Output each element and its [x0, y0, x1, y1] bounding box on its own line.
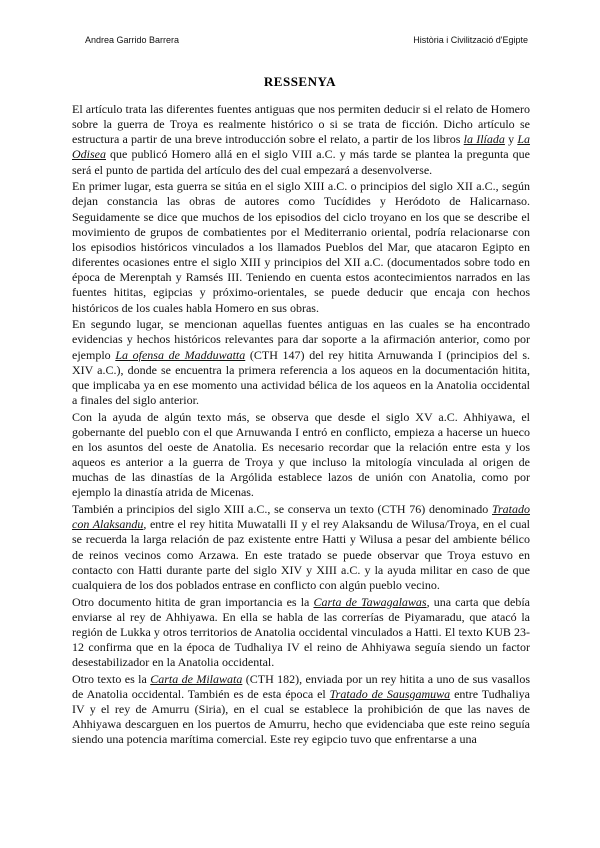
header-course: Història i Civilització d'Egipte [413, 35, 528, 45]
text-title-alaksandu: Tratado con Alaksandu [72, 502, 530, 532]
text-title-madduwatta: La ofensa de Madduwatta [115, 347, 246, 362]
paragraph-1: El artículo trata las diferentes fuentes antiguas que nos permiten deducir si el relato de Homero sobre la guerra de Troya es realmente histórico o si se trata de ficción. Dicho artículo se estructura a partir de una breve introducción sobre el relato, a partir de los libros la Ilíada y La Odisea que publicó Homero allá en el siglo VIII a.C. y más tarde se plantea la pregunta que será el punto de partida del artículo des del cual empezará a desenvolverse. [72, 102, 530, 177]
text-title-tawagalawas: Carta de Tawagalawas [313, 594, 427, 609]
paragraph-4: Con la ayuda de algún texto más, se observa que desde el siglo XV a.C. Ahhiyawa, el gobernante del pueblo con el que Arnuwanda I entró en conflicto, empieza a hacerse un hueco en los asuntos del oeste de Anatolia. Es necesario recordar que la relación entre esta y los aqueos es anterior a la guerra de Troya y que incluso la mitología vinculada al origen de muchas de las dinastías de la Argólida establece lazos de unión con Anatolia, como por ejemplo la dinastía atrida de Micenas. [72, 409, 530, 500]
paragraph-3: En segundo lugar, se mencionan aquellas fuentes antiguas en las cuales se ha encontrado evidencias y hechos históricos relevantes para dar soporte a la afirmación anterior, como por ejemplo La ofensa de Madduwatta (CTH 147) del rey hitita Arnuwanda I (principios del s. XIV a.C.), donde se encuentra la primera referencia a los aqueos en la documentación hitita, que implicaba ya en ese momento una actividad bélica de los aqueos en la Anatolia occidental a finales del siglo anterior. [72, 317, 531, 407]
page-header [85, 35, 528, 49]
book-title-iliada: la Ilíada [463, 132, 505, 147]
paragraph-2: En primer lugar, esta guerra se sitúa en el siglo XIII a.C. o principios del siglo XII a.C., según dejan constancia las obras de autores como Tucídides y Heródoto de Halicarnaso. Seguidamente se dice que muchos de los episodios del ciclo troyano en los que se describe el movimiento de grupos de combatientes por el Mediterranio oriental, podría relacionarse con los episodios históricos vinculados a los llamados Pueblos del Mar, que atacaron Egipto en diferentes ocasiones entre el siglo XIII y principios del XII a.C. (documentados sobre todo en época de Merenptah y Ramsés III. Teniendo en cuenta estos acontecimientos narrados en las fuentes hititas, egipcias y próximo-orientales, se puede deducir que encaja con hechos históricos de los cuales habla Homero en sus obras. [72, 179, 530, 315]
text-title-sausgamuwa: Tratado de Sausgamuwa [329, 686, 451, 701]
paragraph-6: Otro documento hitita de gran importancia es la Carta de Tawagalawas, una carta que debía enviarse al rey de Ahhiyawa. En ella se habla de las correrías de Piyamaradu, que atacó la región de Lukka y otros territorios de Anatolia occidental vinculados a Hatti. El texto KUB 23-12 confirma que en la época de Tudhaliya IV el reino de Ahhiyawa seguía siendo un factor desestabilizador en la Anatolia occidental. [72, 594, 530, 670]
page-title: RESSENYA [263, 74, 337, 89]
document-body [72, 102, 530, 748]
text-title-milawata: Carta de Milawata [150, 671, 243, 686]
paragraph-7: Otro texto es la Carta de Milawata (CTH 182), enviada por un rey hitita a uno de sus vasallos de Anatolia occidental. También es de esta época el Tratado de Sausgamuwa entre Tudhaliya IV y el rey de Amurru (Siria), en el cual se establece la prohibición de que las naves de Ahhiyawa descarguen en los puertos de Amurru, hecho que evidenciaba que este reino seguía siendo una potencia marítima comercial. Este rey egipcio tuvo que enfrentarse a una [72, 671, 530, 747]
header-author: Andrea Garrido Barrera [85, 35, 180, 45]
book-title-odisea: La Odisea [72, 132, 530, 162]
paragraph-5: También a principios del siglo XIII a.C., se conserva un texto (CTH 76) denominado Tratado con Alaksandu, entre el rey hitita Muwatalli II y el rey Alaksandu de Wilusa/Troya, en el cual se recuerda la larga relación de paz existente entre Hatti y Wilusa a pesar del ambiente bélico de reinos vecinos como Arzawa. En este tratado se puede observar que Troya estuvo en contacto con Hatti durante parte del siglo XIV y XIII a.C. y la ayuda militar en caso de que cualquiera de los dos poblados entrase en conflicto con algún pueblo vecino. [72, 502, 530, 592]
